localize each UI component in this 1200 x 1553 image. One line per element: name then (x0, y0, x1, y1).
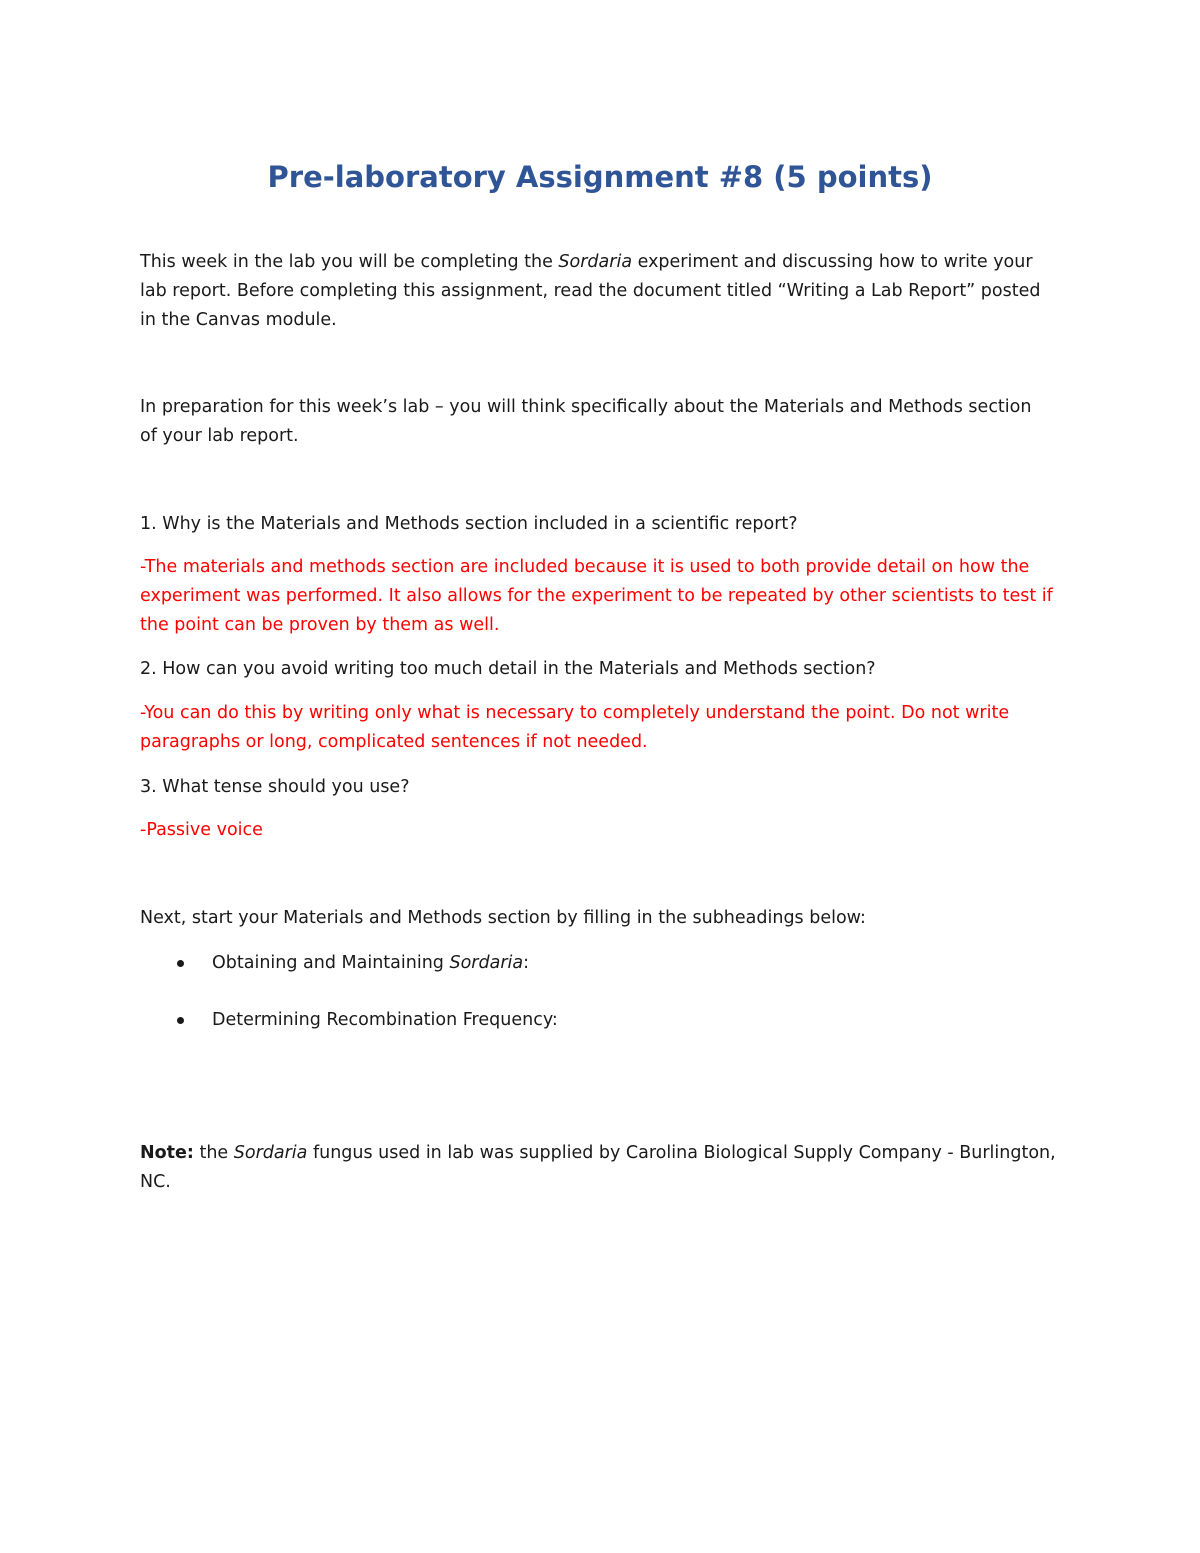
answer-3-line-1: -Passive voice (140, 820, 263, 840)
intro-line-1: This week in the lab you will be completing the Sordaria experiment and discussing how to write your (140, 252, 1033, 272)
question-3: 3. What tense should you use? (140, 777, 410, 797)
page-title: Pre-laboratory Assignment #8 (5 points) (267, 160, 933, 194)
sordaria-italic: Sordaria (449, 953, 524, 973)
bullet-dot-icon (177, 960, 184, 967)
answer-3 (140, 816, 1070, 845)
answer-1-line-1: -The materials and methods section are included because it is used to both provide detail on how the (140, 557, 1030, 577)
preparation-line-1: In preparation for this week’s lab – you will think specifically about the Materials and Methods section (140, 397, 1032, 417)
preparation-paragraph (140, 393, 1070, 451)
sordaria-italic: Sordaria (558, 252, 633, 272)
answer-2-line-2: paragraphs or long, complicated sentences if not needed. (140, 732, 648, 752)
intro-paragraph (140, 248, 1070, 335)
note-label: Note (140, 1143, 187, 1163)
preparation-line-2: of your lab report. (140, 426, 299, 446)
question-2: 2. How can you avoid writing too much detail in the Materials and Methods section? (140, 659, 876, 679)
note-line-1: Note: the Sordaria fungus used in lab was supplied by Carolina Biological Supply Company - Burlington, (140, 1143, 1056, 1163)
note-paragraph (140, 1139, 1070, 1197)
answer-2 (140, 699, 1070, 757)
question-1: 1. Why is the Materials and Methods section included in a scientific report? (140, 514, 798, 534)
subheading-2-text: Determining Recombination Frequency: (212, 1010, 558, 1030)
intro-line-2: lab report. Before completing this assignment, read the document titled “Writing a Lab Report” posted (140, 281, 1041, 301)
answer-2-line-1: -You can do this by writing only what is necessary to completely understand the point. Do not write (140, 703, 1010, 723)
intro-line-3: in the Canvas module. (140, 310, 337, 330)
answer-1-line-3: the point can be proven by them as well. (140, 615, 500, 635)
answer-1 (140, 553, 1070, 640)
answer-1-line-2: experiment was performed. It also allows for the experiment to be repeated by other scientists to test if (140, 586, 1053, 606)
subheading-1-text: Obtaining and Maintaining Sordaria: (212, 953, 530, 973)
note-line-2: NC. (140, 1172, 171, 1192)
next-instruction: Next, start your Materials and Methods section by filling in the subheadings below: (140, 908, 866, 928)
bullet-dot-icon (177, 1017, 184, 1024)
sordaria-italic: Sordaria (233, 1143, 308, 1163)
